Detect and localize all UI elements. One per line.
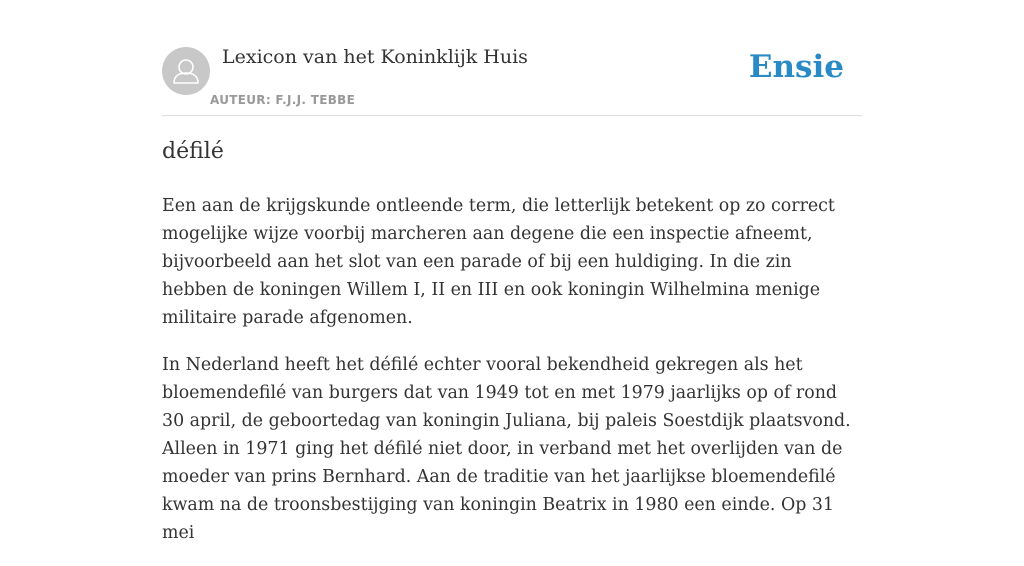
ensie-logo[interactable]: Ensie xyxy=(748,49,844,85)
article-body xyxy=(162,192,862,566)
paragraph-2: In Nederland heeft het défilé echter vooral bekendheid gekregen als het bloemendefilé van burgers dat van 1949 tot en met 1979 jaarlijks op of rond 30 april, de geboortedag van koningin Juliana, bij paleis Soestdijk plaatsvond. Alleen in 1971 ging het défilé niet door, in verband met het overlijden van de moeder van prins Bernhard. Aan de traditie van het jaarlijkse bloemendefilé kwam na de troonsbestijging van koningin Beatrix in 1980 een einde. Op 31 mei xyxy=(162,355,851,543)
user-icon xyxy=(162,47,210,95)
term-title: défilé xyxy=(162,139,224,164)
header xyxy=(162,47,862,116)
avatar[interactable] xyxy=(162,47,210,95)
author-label[interactable]: AUTEUR: F.J.J. TEBBE xyxy=(210,93,356,107)
paragraph-1: Een aan de krijgskunde ontleende term, die letterlijk betekent op zo correct mogelijke wijze voorbij marcheren aan degene die een inspectie afneemt, bijvoorbeeld aan het slot van een parade of bij een huldiging. In die zin hebben de koningen Willem I, II en III en ook koningin Wilhelmina menige militaire parade afgenomen. xyxy=(162,196,835,328)
source-title[interactable]: Lexicon van het Koninklijk Huis xyxy=(222,46,528,68)
